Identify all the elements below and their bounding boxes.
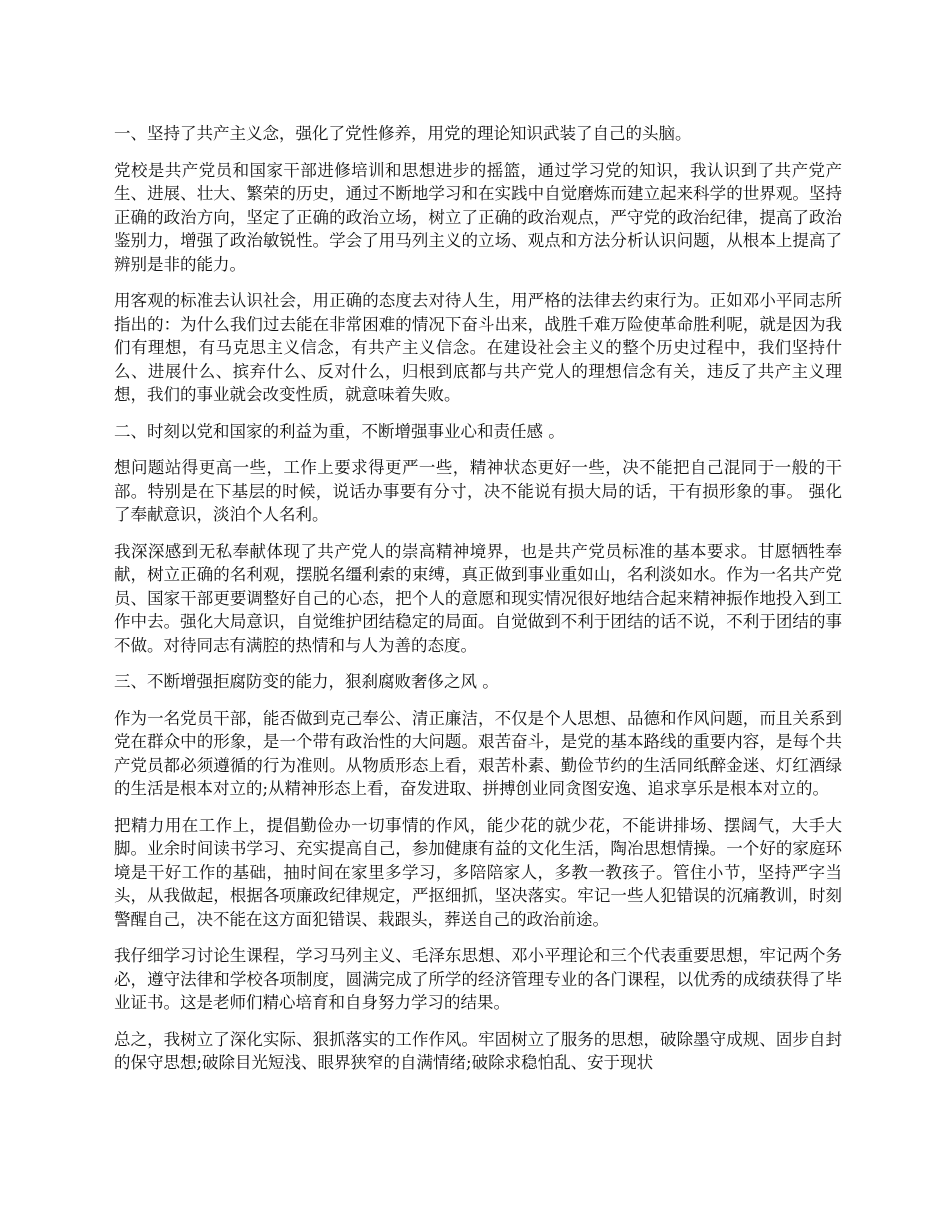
body-paragraph: 我仔细学习讨论生课程，学习马列主义、毛泽东思想、邓小平理论和三个代表重要思想，牢记两个务必，遵守法律和学校各项制度，圆满完成了所学的经济管理专业的各门课程，以优秀的成绩获得了毕业证书。这是老师们精心培育和自身努力学习的结果。 (114, 946, 842, 1012)
document-page (114, 122, 842, 1222)
body-paragraph: 作为一名党员干部，能否做到克己奉公、清正廉洁，不仅是个人思想、品德和作风问题，而且关系到党在群众中的形象，是一个带有政治性的大问题。艰苦奋斗，是党的基本路线的重要内容，是每个共产党员都必须遵循的行为准则。从物质形态上看，艰苦朴素、勤俭节约的生活同纸醉金迷、灯红酒绿的生活是根本对立的;从精神形态上看，奋发进取、拼搏创业同贪图安逸、追求享乐是根本对立的。 (114, 708, 842, 798)
section-heading-2: 二、时刻以党和国家的利益为重，不断增强事业心和责任感 。 (114, 421, 565, 441)
section-heading-3: 三、不断增强拒腐防变的能力，狠刹腐败奢侈之风 。 (114, 672, 499, 691)
body-paragraph: 党校是共产党员和国家干部进修培训和思想进步的摇篮，通过学习党的知识，我认识到了共产党产生、进展、壮大、繁荣的历史，通过不断地学习和在实践中自觉磨炼而建立起来科学的世界观。坚持正确的政治方向，坚定了正确的政治立场，树立了正确的政治观点，严守党的政治纪律，提高了政治鉴别力，增强了政治敏锐性。学会了用马列主义的立场、观点和方法分析认识问题，从根本上提高了辨别是非的能力。 (114, 160, 842, 274)
body-paragraph: 把精力用在工作上，提倡勤俭办一切事情的作风，能少花的就少花，不能讲排场、摆阔气，大手大脚。业余时间读书学习、充实提高自己，参加健康有益的文化生活，陶冶思想情操。一个好的家庭环境是干好工作的基础，抽时间在家里多学习，多陪陪家人，多教一教孩子。管住小节，坚持严字当头，从我做起，根据各项廉政纪律规定，严抠细抓，坚决落实。牢记一些人犯错误的沉痛教训，时刻警醒自己，决不能在这方面犯错误、栽跟头，葬送自己的政治前途。 (114, 815, 842, 929)
body-paragraph: 想问题站得更高一些，工作上要求得更严一些，精神状态更好一些，决不能把自己混同于一般的干部。特别是在下基层的时候，说话办事要有分寸，决不能说有损大局的话，干有损形象的事。 强化了奉献意识，淡泊个人名利。 (114, 458, 842, 524)
body-paragraph: 总之，我树立了深化实际、狠抓落实的工作作风。牢固树立了服务的思想，破除墨守成规、固步自封的保守思想;破除目光短浅、眼界狭窄的自满情绪;破除求稳怕乱、安于现状 (114, 1029, 842, 1072)
section-heading-1: 一、坚持了共产主义念，强化了党性修养，用党的理论知识武装了自己的头脑。 (114, 124, 692, 143)
body-paragraph: 用客观的标准去认识社会，用正确的态度去对待人生，用严格的法律去约束行为。正如邓小平同志所指出的：为什么我们过去能在非常困难的情况下奋斗出来，战胜千难万险使革命胜利呢，就是因为我们有理想，有马克思主义信念，有共产主义信念。在建设社会主义的整个历史过程中，我们坚持什么、进展什么、摈弃什么、反对什么，归根到底都与共产党人的理想信念有关，违反了共产主义理想，我们的事业就会改变性质，就意味着失败。 (114, 291, 842, 404)
body-paragraph: 我深深感到无私奉献体现了共产党人的崇高精神境界，也是共产党员标准的基本要求。甘愿牺牲奉献，树立正确的名利观，摆脱名缰利索的束缚，真正做到事业重如山，名利淡如水。作为一名共产党员、国家干部更要调整好自己的心态，把个人的意愿和现实情况很好地结合起来精神振作地投入到工作中去。强化大局意识，自觉维护团结稳定的局面。自觉做到不利于团结的话不说，不利于团结的事不做。对待同志有满腔的热情和与人为善的态度。 (114, 541, 842, 655)
